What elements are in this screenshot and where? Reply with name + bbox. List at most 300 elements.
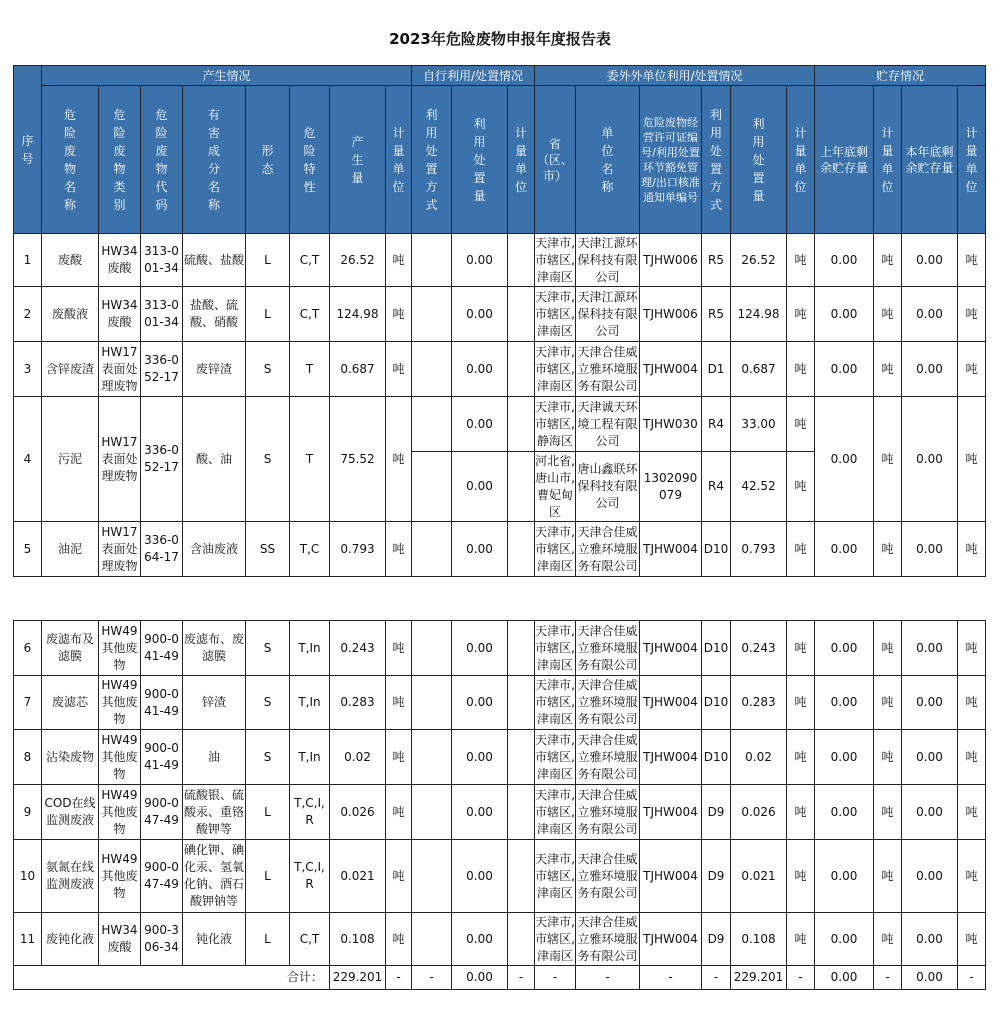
cell-name: 沾染废物 [42,730,99,785]
cell-curr-unit: 吨 [958,522,986,577]
cell-curr-storage: 0.00 [902,522,958,577]
table-row [14,342,986,397]
cell-curr-unit: 吨 [958,342,986,397]
cell-amount: 0.021 [330,840,386,913]
cell-hazard: C,T [290,913,330,966]
cell-out-amount: 0.243 [731,621,787,676]
cell-prev-unit: 吨 [874,840,902,913]
cell-harmful: 废锌渣 [183,342,246,397]
cell-harmful: 硫酸银、硫酸汞、重铬酸钾等 [183,785,246,840]
cell-name: 油泥 [42,522,99,577]
cell-amount: 124.98 [330,287,386,342]
header-self-method: 利用处置方式 [412,86,452,234]
cell-license: TJHW004 [640,621,702,676]
cell-license: TJHW030 [640,397,702,452]
cell-form: S [246,676,290,730]
cell-code: 900-306-34 [141,913,183,966]
table-row [14,676,986,730]
total-self-unit: - [508,966,535,990]
cell-curr-storage: 0.00 [902,676,958,730]
cell-self-method [412,397,452,452]
cell-out-unit: 吨 [787,913,815,966]
cell-prev-storage: 0.00 [815,913,874,966]
cell-company: 天津合佳威立雅环境服务有限公司 [576,676,640,730]
cell-amount: 0.243 [330,621,386,676]
header-self-amount: 利用处置量 [452,86,508,234]
cell-curr-unit: 吨 [958,730,986,785]
cell-name: 废钝化液 [42,913,99,966]
cell-hazard: C,T [290,287,330,342]
cell-name: 废酸 [42,234,99,287]
cell-self-amount: 0.00 [452,234,508,287]
group-self-use: 自行利用/处置情况 [412,66,535,86]
total-self-method: - [412,966,452,990]
table-row [14,840,986,913]
cell-unit: 吨 [386,676,412,730]
cell-out-method: R4 [702,397,731,452]
cell-prev-unit: 吨 [874,522,902,577]
cell-self-method [412,621,452,676]
cell-form: S [246,397,290,522]
cell-province: 天津市,市辖区,津南区 [535,621,576,676]
cell-license: TJHW004 [640,840,702,913]
cell-name: 废滤芯 [42,676,99,730]
cell-self-unit [508,287,535,342]
cell-amount: 0.283 [330,676,386,730]
cell-province: 天津市,市辖区,津南区 [535,840,576,913]
cell-prev-storage: 0.00 [815,287,874,342]
cell-code: 900-041-49 [141,621,183,676]
cell-curr-storage: 0.00 [902,342,958,397]
cell-province: 天津市,市辖区,津南区 [535,234,576,287]
cell-name: 氨氮在线监测废液 [42,840,99,913]
cell-name: 废滤布及滤膜 [42,621,99,676]
cell-curr-unit: 吨 [958,397,986,522]
cell-out-unit: 吨 [787,676,815,730]
header-seq: 序号 [14,66,42,234]
cell-seq: 7 [14,676,42,730]
header-form: 形态 [246,86,290,234]
cell-self-unit [508,452,535,522]
cell-company: 天津合佳威立雅环境服务有限公司 [576,913,640,966]
cell-seq: 8 [14,730,42,785]
cell-category: HW34废酸 [99,287,141,342]
cell-unit: 吨 [386,522,412,577]
header-prev-storage: 上年底剩余贮存量 [815,86,874,234]
total-amount: 229.201 [330,966,386,990]
cell-prev-unit: 吨 [874,913,902,966]
cell-form: L [246,785,290,840]
cell-self-method [412,234,452,287]
total-out-method: - [702,966,731,990]
cell-category: HW49其他废物 [99,730,141,785]
cell-out-method: D10 [702,522,731,577]
cell-self-method [412,287,452,342]
cell-self-unit [508,785,535,840]
cell-curr-storage: 0.00 [902,397,958,522]
cell-company: 天津合佳威立雅环境服务有限公司 [576,840,640,913]
total-curr: 0.00 [902,966,958,990]
cell-out-method: D10 [702,621,731,676]
cell-self-amount: 0.00 [452,785,508,840]
cell-form: L [246,913,290,966]
cell-unit: 吨 [386,287,412,342]
cell-prev-storage: 0.00 [815,342,874,397]
cell-self-unit [508,234,535,287]
cell-category: HW49其他废物 [99,621,141,676]
cell-category: HW49其他废物 [99,785,141,840]
cell-out-amount: 0.687 [731,342,787,397]
table-row [14,621,986,676]
cell-harmful: 含油废液 [183,522,246,577]
cell-out-method: D10 [702,730,731,785]
total-company: - [576,966,640,990]
cell-company: 天津合佳威立雅环境服务有限公司 [576,785,640,840]
cell-seq: 6 [14,621,42,676]
total-province: - [535,966,576,990]
cell-code: 313-001-34 [141,287,183,342]
cell-category: HW17表面处理废物 [99,342,141,397]
cell-out-unit: 吨 [787,621,815,676]
cell-company: 天津诚天环境工程有限公司 [576,397,640,452]
cell-prev-unit: 吨 [874,234,902,287]
cell-out-unit: 吨 [787,287,815,342]
cell-form: S [246,342,290,397]
cell-code: 336-052-17 [141,397,183,522]
cell-out-amount: 0.021 [731,840,787,913]
cell-company: 天津江源环保科技有限公司 [576,287,640,342]
cell-self-amount: 0.00 [452,342,508,397]
cell-amount: 26.52 [330,234,386,287]
cell-province: 天津市,市辖区,津南区 [535,785,576,840]
header-unit2: 计量单位 [508,86,535,234]
cell-province: 天津市,市辖区,津南区 [535,342,576,397]
cell-company: 唐山鑫联环保科技有限公司 [576,452,640,522]
total-license: - [640,966,702,990]
header-unit1: 计量单位 [386,86,412,234]
cell-category: HW34废酸 [99,234,141,287]
cell-self-method [412,522,452,577]
cell-hazard: T,C,I,R [290,785,330,840]
cell-harmful: 废滤布、废滤膜 [183,621,246,676]
cell-self-amount: 0.00 [452,840,508,913]
cell-unit: 吨 [386,342,412,397]
table-header [14,66,986,234]
cell-out-method: R4 [702,452,731,522]
cell-harmful: 硫酸、盐酸 [183,234,246,287]
cell-self-method [412,840,452,913]
cell-out-method: D9 [702,913,731,966]
cell-out-amount: 0.283 [731,676,787,730]
waste-report-table-continued [13,620,986,990]
cell-out-unit: 吨 [787,397,815,452]
cell-unit: 吨 [386,234,412,287]
total-row [14,966,986,990]
cell-prev-unit: 吨 [874,621,902,676]
cell-company: 天津合佳威立雅环境服务有限公司 [576,522,640,577]
cell-province: 河北省,唐山市,曹妃甸区 [535,452,576,522]
report-title: 2023年危险废物申报年度报告表 [389,30,611,48]
cell-category: HW49其他废物 [99,840,141,913]
cell-form: L [246,840,290,913]
table-row [14,913,986,966]
cell-harmful: 锌渣 [183,676,246,730]
cell-province: 天津市,市辖区,津南区 [535,522,576,577]
cell-self-amount: 0.00 [452,522,508,577]
cell-form: L [246,287,290,342]
cell-curr-unit: 吨 [958,676,986,730]
cell-hazard: T,In [290,676,330,730]
cell-name: 废酸液 [42,287,99,342]
cell-prev-unit: 吨 [874,785,902,840]
cell-curr-unit: 吨 [958,234,986,287]
cell-out-method: D1 [702,342,731,397]
header-out-amount: 利用处置量 [731,86,787,234]
cell-self-unit [508,913,535,966]
cell-curr-storage: 0.00 [902,913,958,966]
cell-out-unit: 吨 [787,234,815,287]
cell-hazard: T,C,I,R [290,840,330,913]
header-code: 危险废物代码 [141,86,183,234]
cell-hazard: T,In [290,730,330,785]
cell-unit: 吨 [386,785,412,840]
total-curr-unit: - [958,966,986,990]
cell-name: COD在线监测废液 [42,785,99,840]
cell-amount: 75.52 [330,397,386,522]
header-unit5: 计量单位 [958,86,986,234]
cell-out-unit: 吨 [787,840,815,913]
header-hazard: 危险特性 [290,86,330,234]
cell-out-amount: 26.52 [731,234,787,287]
table-body-page1 [14,234,986,577]
cell-unit: 吨 [386,840,412,913]
cell-hazard: T,C [290,522,330,577]
cell-company: 天津合佳威立雅环境服务有限公司 [576,342,640,397]
cell-prev-unit: 吨 [874,676,902,730]
header-name: 危险废物名称 [42,86,99,234]
cell-curr-unit: 吨 [958,913,986,966]
cell-out-unit: 吨 [787,342,815,397]
table-row [14,522,986,577]
cell-seq: 9 [14,785,42,840]
cell-prev-unit: 吨 [874,287,902,342]
cell-form: S [246,621,290,676]
cell-out-method: D9 [702,840,731,913]
cell-seq: 2 [14,287,42,342]
cell-prev-unit: 吨 [874,342,902,397]
cell-hazard: C,T [290,234,330,287]
table-row [14,234,986,287]
total-out-unit: - [787,966,815,990]
cell-prev-storage: 0.00 [815,840,874,913]
table-row [14,785,986,840]
cell-curr-unit: 吨 [958,621,986,676]
cell-self-method [412,913,452,966]
cell-out-amount: 124.98 [731,287,787,342]
cell-license: TJHW006 [640,287,702,342]
cell-prev-storage: 0.00 [815,522,874,577]
total-prev-unit: - [874,966,902,990]
cell-amount: 0.687 [330,342,386,397]
cell-out-amount: 33.00 [731,397,787,452]
cell-self-method [412,452,452,522]
cell-amount: 0.02 [330,730,386,785]
cell-hazard: T [290,397,330,522]
total-unit: - [386,966,412,990]
cell-out-unit: 吨 [787,730,815,785]
cell-code: 900-047-49 [141,840,183,913]
cell-out-unit: 吨 [787,452,815,522]
cell-self-amount: 0.00 [452,913,508,966]
header-company: 单位名称 [576,86,640,234]
cell-out-method: R5 [702,234,731,287]
cell-curr-unit: 吨 [958,840,986,913]
cell-self-unit [508,621,535,676]
cell-self-method [412,785,452,840]
cell-company: 天津合佳威立雅环境服务有限公司 [576,621,640,676]
cell-hazard: T,In [290,621,330,676]
total-prev: 0.00 [815,966,874,990]
cell-name: 含锌废渣 [42,342,99,397]
cell-form: SS [246,522,290,577]
cell-self-unit [508,676,535,730]
cell-hazard: T [290,342,330,397]
cell-self-method [412,676,452,730]
cell-company: 天津江源环保科技有限公司 [576,234,640,287]
waste-report-table [13,65,986,577]
cell-category: HW17表面处理废物 [99,397,141,522]
cell-license: TJHW004 [640,785,702,840]
cell-province: 天津市,市辖区,静海区 [535,397,576,452]
cell-category: HW49其他废物 [99,676,141,730]
cell-prev-storage: 0.00 [815,234,874,287]
cell-amount: 0.793 [330,522,386,577]
cell-prev-storage: 0.00 [815,730,874,785]
cell-license: TJHW004 [640,522,702,577]
cell-self-amount: 0.00 [452,730,508,785]
cell-curr-storage: 0.00 [902,621,958,676]
cell-seq: 1 [14,234,42,287]
cell-out-method: D10 [702,676,731,730]
cell-code: 900-041-49 [141,676,183,730]
cell-license: TJHW004 [640,342,702,397]
header-out-method: 利用处置方式 [702,86,731,234]
cell-category: HW17表面处理废物 [99,522,141,577]
total-label: 合计： [14,966,330,990]
group-outsourced: 委外外单位利用/处置情况 [535,66,815,86]
cell-self-method [412,730,452,785]
cell-self-unit [508,730,535,785]
cell-license: TJHW006 [640,234,702,287]
cell-out-amount: 0.108 [731,913,787,966]
table-row [14,397,986,452]
cell-harmful: 盐酸、硫酸、硝酸 [183,287,246,342]
cell-code: 336-052-17 [141,342,183,397]
cell-self-amount: 0.00 [452,397,508,452]
header-amount: 产生量 [330,86,386,234]
cell-curr-storage: 0.00 [902,730,958,785]
header-license: 危险废物经营许可证编号/利用处置环节豁免管理/出口核准通知单编号 [640,86,702,234]
cell-curr-storage: 0.00 [902,287,958,342]
cell-curr-unit: 吨 [958,287,986,342]
cell-prev-unit: 吨 [874,397,902,522]
cell-out-amount: 0.02 [731,730,787,785]
cell-province: 天津市,市辖区,津南区 [535,287,576,342]
cell-out-unit: 吨 [787,785,815,840]
header-unit3: 计量单位 [787,86,815,234]
cell-curr-storage: 0.00 [902,234,958,287]
cell-seq: 10 [14,840,42,913]
cell-self-unit [508,840,535,913]
cell-harmful: 酸、油 [183,397,246,522]
cell-self-amount: 0.00 [452,452,508,522]
cell-form: S [246,730,290,785]
cell-prev-storage: 0.00 [815,621,874,676]
group-storage: 贮存情况 [815,66,986,86]
cell-out-method: R5 [702,287,731,342]
cell-unit: 吨 [386,730,412,785]
cell-curr-unit: 吨 [958,785,986,840]
cell-out-amount: 42.52 [731,452,787,522]
cell-prev-unit: 吨 [874,730,902,785]
cell-out-amount: 0.026 [731,785,787,840]
cell-code: 900-047-49 [141,785,183,840]
header-province: 省（区、市） [535,86,576,234]
cell-seq: 11 [14,913,42,966]
cell-self-amount: 0.00 [452,287,508,342]
cell-self-unit [508,397,535,452]
group-production: 产生情况 [42,66,412,86]
cell-license: TJHW004 [640,730,702,785]
cell-amount: 0.108 [330,913,386,966]
cell-self-unit [508,342,535,397]
total-out-amount: 229.201 [731,966,787,990]
cell-seq: 5 [14,522,42,577]
cell-province: 天津市,市辖区,津南区 [535,913,576,966]
cell-seq: 3 [14,342,42,397]
cell-curr-storage: 0.00 [902,785,958,840]
cell-self-amount: 0.00 [452,621,508,676]
cell-prev-storage: 0.00 [815,785,874,840]
cell-license: TJHW004 [640,913,702,966]
cell-self-amount: 0.00 [452,676,508,730]
cell-unit: 吨 [386,913,412,966]
table-body-page2 [14,621,986,966]
cell-harmful: 钝化液 [183,913,246,966]
cell-seq: 4 [14,397,42,522]
table-row [14,287,986,342]
cell-amount: 0.026 [330,785,386,840]
cell-license: 1302090079 [640,452,702,522]
cell-form: L [246,234,290,287]
header-harmful: 有害成分名称 [183,86,246,234]
cell-self-method [412,342,452,397]
cell-company: 天津合佳威立雅环境服务有限公司 [576,730,640,785]
cell-name: 污泥 [42,397,99,522]
header-curr-storage: 本年底剩余贮存量 [902,86,958,234]
cell-prev-storage: 0.00 [815,397,874,522]
total-self-amount: 0.00 [452,966,508,990]
table-row [14,730,986,785]
cell-license: TJHW004 [640,676,702,730]
cell-code: 313-001-34 [141,234,183,287]
cell-province: 天津市,市辖区,津南区 [535,730,576,785]
cell-province: 天津市,市辖区,津南区 [535,676,576,730]
cell-unit: 吨 [386,397,412,522]
cell-prev-storage: 0.00 [815,676,874,730]
cell-out-amount: 0.793 [731,522,787,577]
cell-out-method: D9 [702,785,731,840]
